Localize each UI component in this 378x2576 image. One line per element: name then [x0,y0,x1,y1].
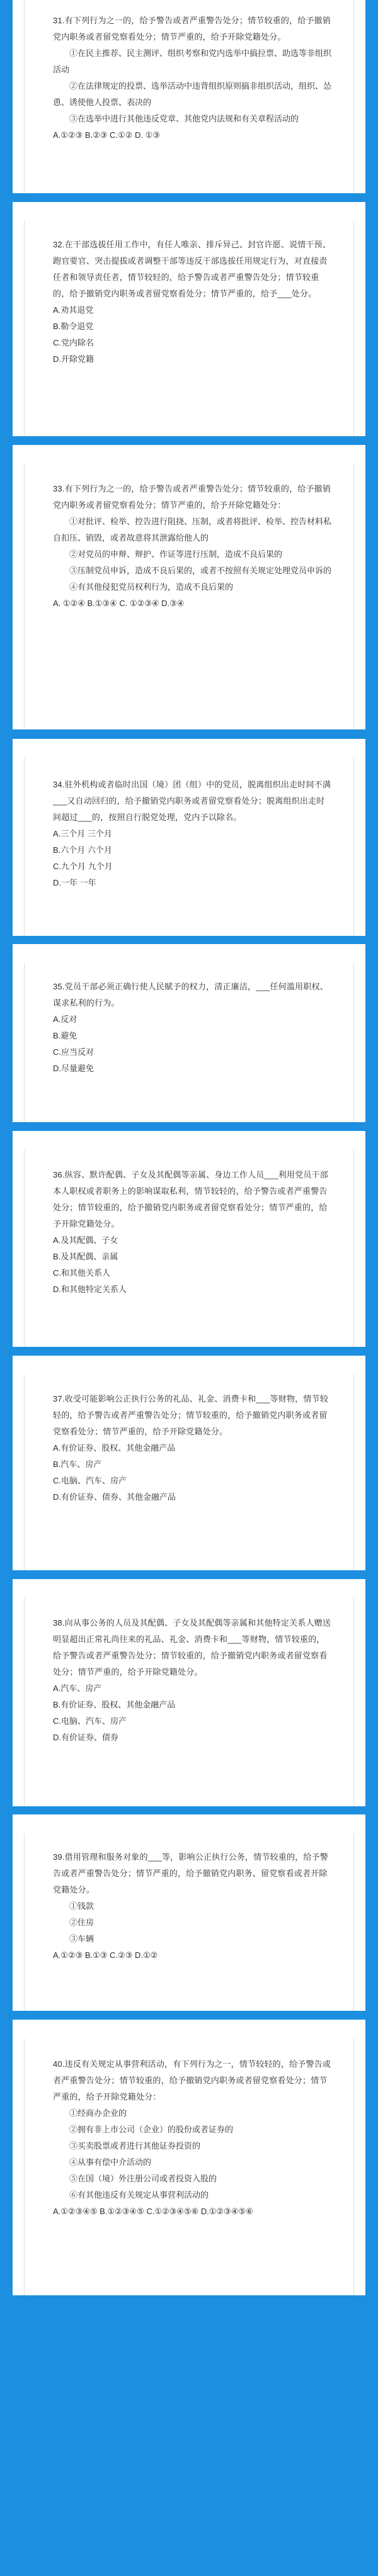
answer-option: C.九个月 九个月 [53,862,113,871]
question-content [13,1615,365,1746]
question-text: 37.收受可能影响公正执行公务的礼品、礼金、消费卡和___等财物，情节较轻的，给予警告或者严重警告处分；情节较重的，给予撤销党内职务或者留党察看处分；情节严重的，给予开除党籍处分。 [53,1394,328,1436]
answer-option: A.反对 [53,1015,77,1024]
answer-option: C.应当反对 [53,1047,94,1057]
answer-option: ⑥有其他违反有关规定从事营利活动的 [69,2190,209,2200]
answer-option: ①经商办企业的 [69,2108,127,2118]
answer-option: ③买卖股票或者进行其他证券投资的 [69,2141,201,2151]
question-card [13,944,365,1122]
answer-option: ④从事有偿中介活动的 [69,2157,152,2167]
question-content [13,979,365,1077]
question-text: 39.借用管理和服务对象的___等，影响公正执行公务，情节较重的，给予警告或者严重警告处分；情节严重的，给予撤销党内职务、留党察看或者开除党籍处分。 [53,1852,328,1894]
question-text: 31.有下列行为之一的，给予警告或者严重警告处分；情节较重的，给予撤销党内职务或者留党察看处分；情节严重的，给予开除党籍处分。 [53,16,331,42]
answer-option: ③车辆 [69,1934,94,1943]
question-text: 38.向从事公务的人员及其配偶、子女及其配偶等亲属和其他特定关系人赠送明显超出正常礼尚往来的礼品、礼金、消费卡和___等财物，情节较重的，给予警告或者严重警告处分；情节较重的，给予撤销党内职务或者留党察看处分；情节严重的，给予开除党籍处分。 [53,1618,331,1677]
question-content [13,777,365,891]
answer-option: A.三个月 三个月 [53,829,112,838]
answer-option: ②拥有非上市公司（企业）的股份或者证券的 [69,2125,234,2134]
answer-option: B.及其配偶、亲属 [53,1252,118,1261]
answer-option: D.尽量避免 [53,1064,94,1073]
question-text: 33.有下列行为之一的，给予警告或者严重警告处分；情节较重的，给予撤销党内职务或者留党察看处分；情节严重的，给予开除党籍处分： [53,484,331,510]
question-content [13,2056,365,2220]
answer-option: A.汽车、房产 [53,1684,102,1693]
question-content [13,481,365,612]
answer-option: C.党内除名 [53,338,94,347]
answer-option: B.汽车、房产 [53,1460,102,1469]
answer-option: ②对党员的申辩、辩护、作证等进行压制，造成不良后果的 [69,549,283,559]
answer-option: B.避免 [53,1031,77,1040]
question-card [13,445,365,729]
question-content [13,13,365,143]
answer-option: D.和其他特定关系人 [53,1285,127,1294]
question-card [13,0,365,193]
answer-option: D.开除党籍 [53,354,94,364]
answer-option: ④有其他侵犯党员权利行为，造成不良后果的 [69,582,234,592]
question-card [13,202,365,436]
answer-option: B.有价证券、股权、其他金融产品 [53,1700,176,1709]
answer-option: ①钱款 [69,1901,94,1911]
question-card [13,739,365,936]
answer-choices: A.①②③④⑤ B.①②③④⑤ C.①②③④⑤⑥ D.①②③④⑤⑥ [53,2207,253,2216]
answer-option: A.有价证券、股权、其他金融产品 [53,1443,176,1453]
answer-option: C.电脑、汽车、房产 [53,1476,127,1485]
question-text: 35.党员干部必须正确行使人民赋予的权力，清正廉洁，___任何滥用职权、谋求私利的行为。 [53,982,328,1008]
answer-option: ②在法律规定的投票、选举活动中违背组织原则搞非组织活动，组织、怂恿、诱使他人投票、表决的 [53,81,332,107]
answer-option: ③压制党员申诉，造成不良后果的，或者不按照有关规定处理党员申诉的 [69,566,332,575]
answer-option: ①对批评、检举、控告进行阻挠、压制，或者将批评、检举、控告材料私自扣压、销毁，或者故意将其泄露给他人的 [53,517,332,543]
answer-choices: A.①②③ B.①③ C.②③ D.①② [53,1950,158,1960]
answer-option: B.六个月 六个月 [53,845,112,855]
question-text: 36.纵容、默许配偶、子女及其配偶等亲属、身边工作人员___利用党员干部本人职权或者职务上的影响谋取私利，情节较轻的，给予警告或者严重警告处分；情节较重的，给予撤销党内职务或者留党察看处分；情节严重的，给予开除党籍处分。 [53,1170,328,1229]
question-card [13,1356,365,1570]
question-text: 40.违反有关规定从事营利活动，有下列行为之一，情节较轻的，给予警告或者严重警告处分；情节较重的，给予撤销党内职务或者留党察看处分；情节严重的，给予开除党籍处分： [53,2059,331,2101]
question-text: 32.在干部选拔任用工作中，有任人唯亲、排斥异己、封官许愿、说情干预、跑官要官、突击提拔或者调整干部等违反干部选拔任用规定行为，对直接责任者和领导责任者，情节较轻的，给予警告或者严重警告处分；情节较重的，给予撤销党内职务或者留党察看处分；情节严重的，给予___处分。 [53,240,331,298]
answer-option: ③在选举中进行其他违反党章、其他党内法规和有关章程活动的 [69,114,299,123]
answer-option: ②住房 [69,1918,94,1927]
answer-choices: A. ①②④ B.①③④ C. ①②③④ D.③④ [53,599,185,608]
answer-option: B.勒令退党 [53,322,94,331]
answer-option: A.劝其退党 [53,305,94,315]
answer-choices: A.①②③ B.②③ C.①② D. ①③ [53,130,160,140]
question-text: 34.驻外机构或者临时出国（境）团（组）中的党员，脱离组织出走时间不满___又自动回归的，给予撤销党内职务或者留党察看处分；脱离组织出走时间超过___的，按照自行脱党处理，党内予以除名。 [53,780,331,822]
answer-option: ①在民主推荐、民主测评、组织考察和党内选举中搞拉票、助选等非组织活动 [53,48,332,74]
question-content [13,1849,365,1964]
question-content [13,1391,365,1505]
question-content [13,1167,365,1298]
question-card [13,1814,365,2011]
question-content [13,237,365,368]
answer-option: D.有价证券、债券 [53,1733,119,1742]
answer-option: C.电脑、汽车、房产 [53,1716,127,1726]
answer-option: D.一年 一年 [53,878,96,887]
answer-option: ⑤在国（境）外注册公司或者投资入股的 [69,2174,217,2183]
question-card [13,1579,365,1806]
answer-option: A.及其配偶、子女 [53,1235,118,1245]
question-card [13,2020,365,2295]
answer-option: D.有价证券、债券、其他金融产品 [53,1492,176,1502]
answer-option: C.和其他关系人 [53,1268,111,1278]
question-card [13,1131,365,1347]
